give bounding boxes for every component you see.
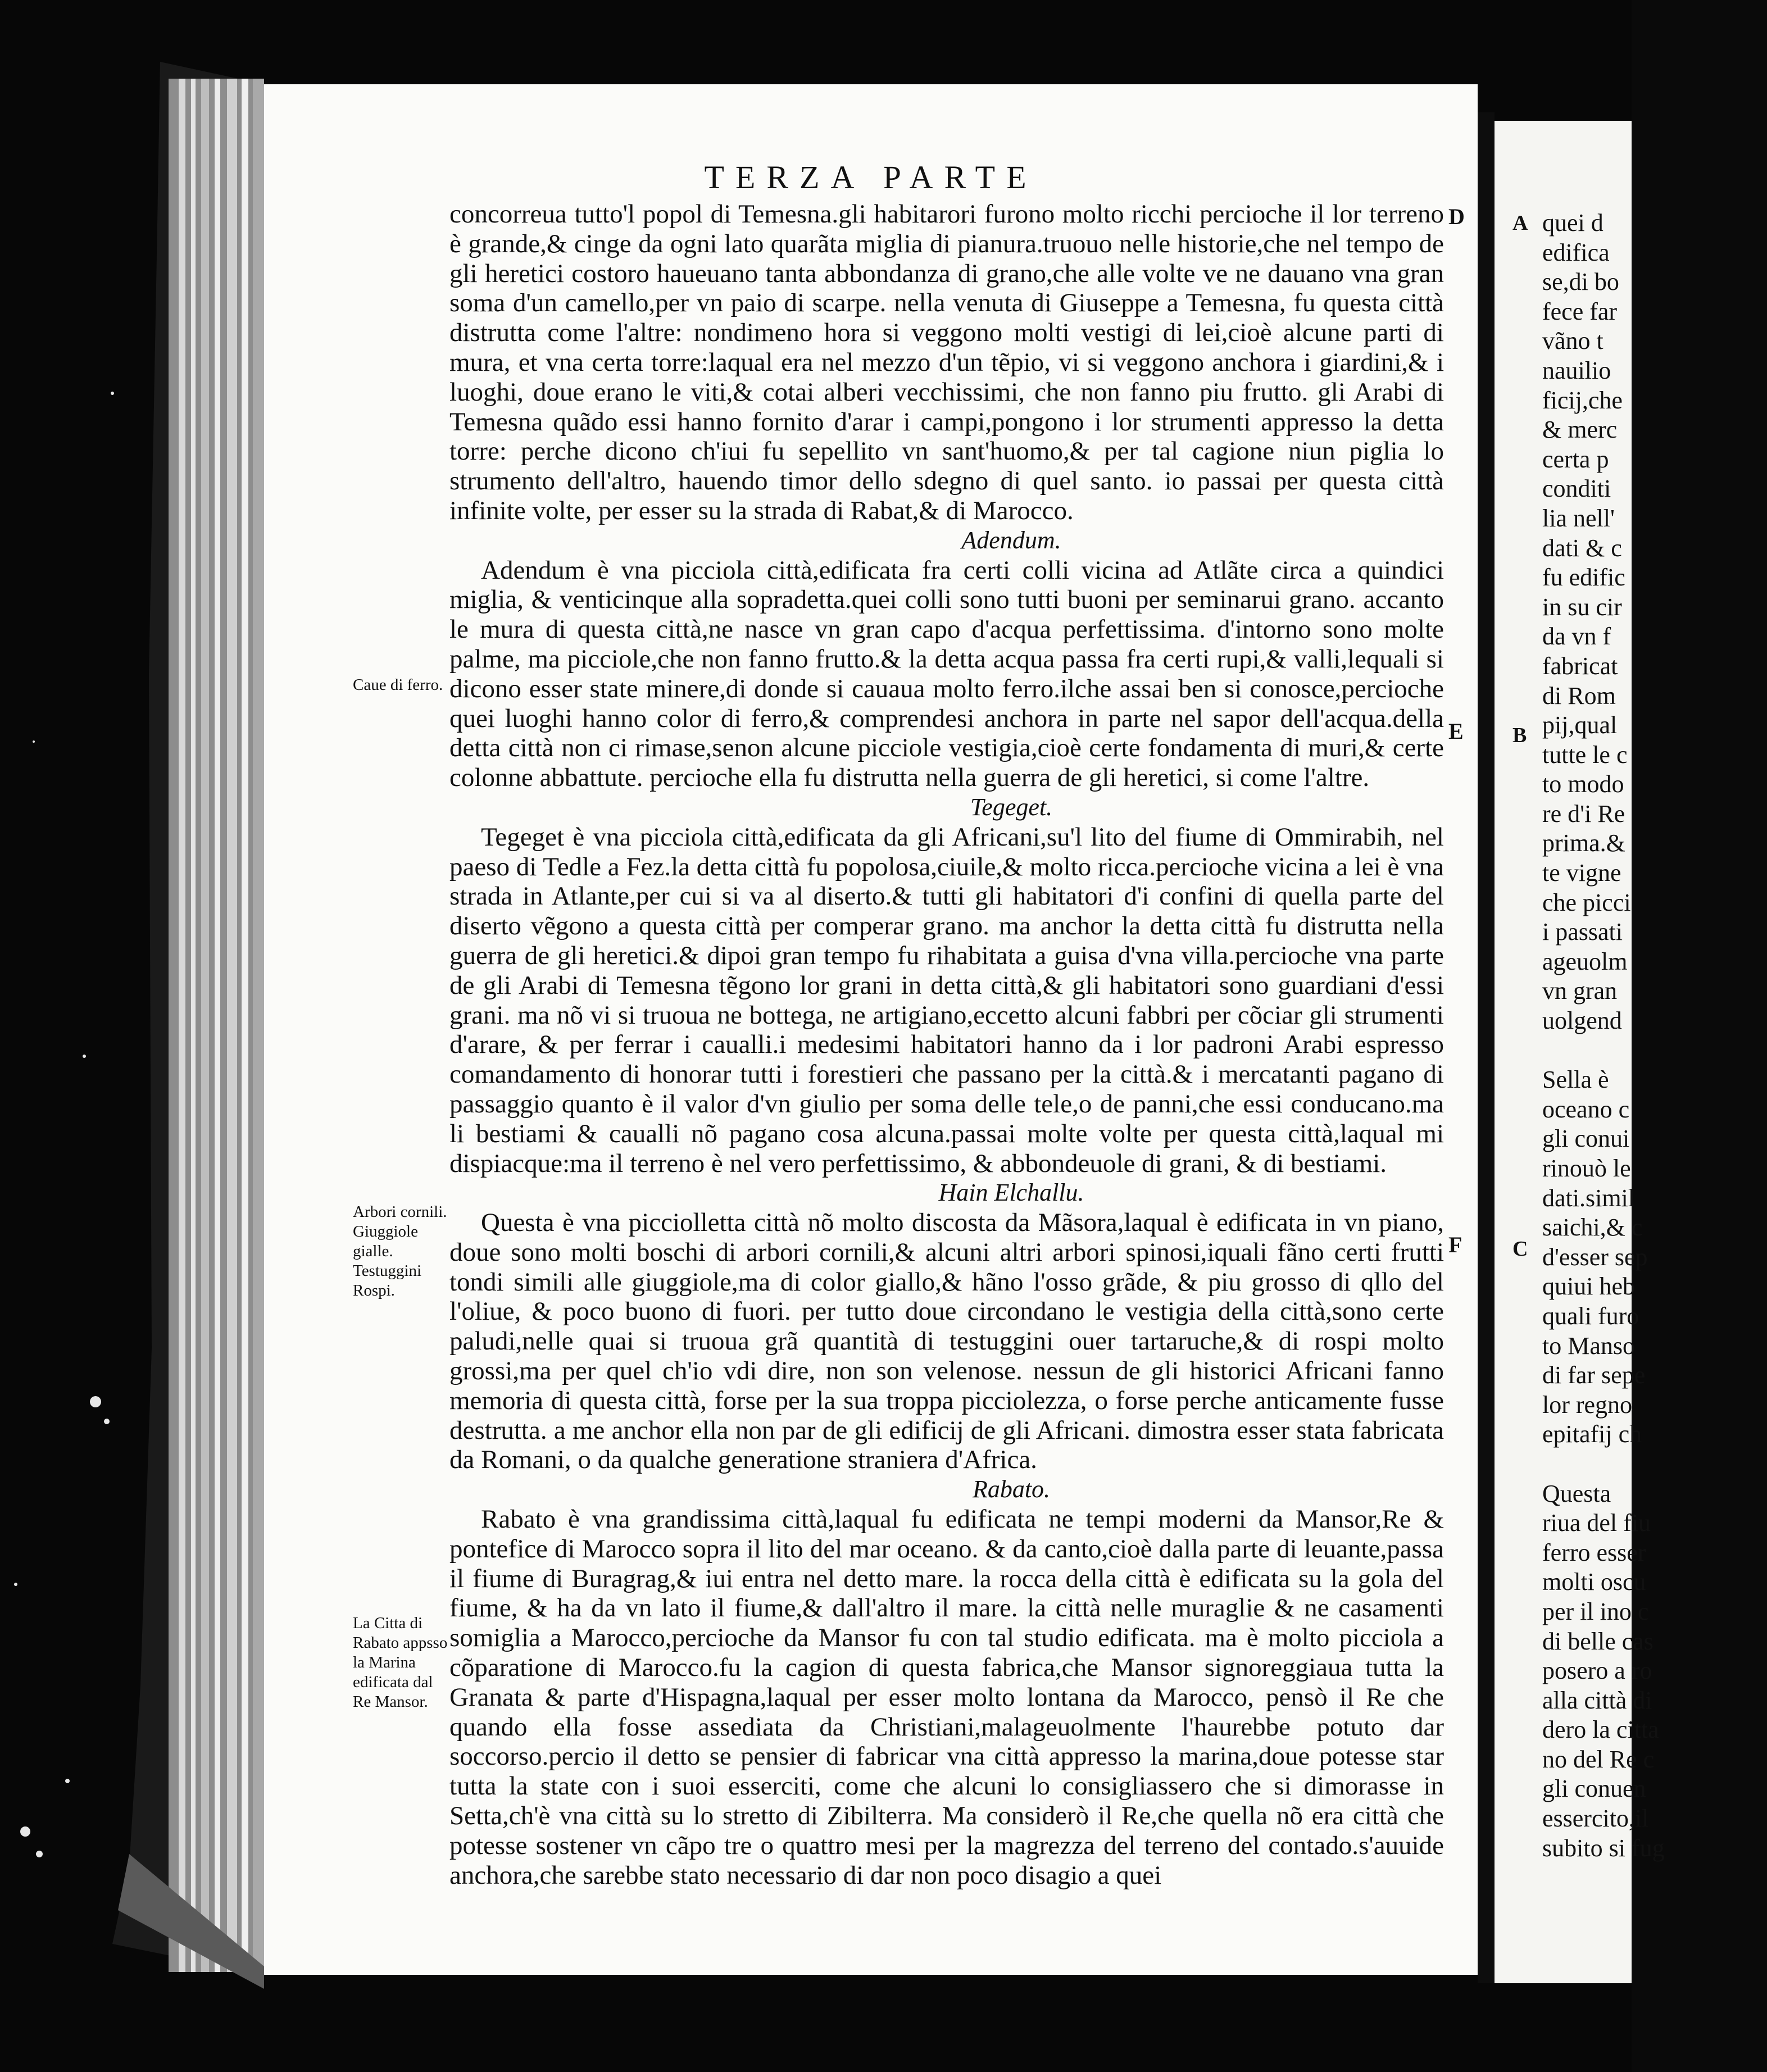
facing-page-line: nauilio [1542, 356, 1611, 384]
facing-page-line: oceano c [1542, 1095, 1630, 1123]
facing-page-line: Sella è [1542, 1066, 1609, 1094]
facing-page-line: fabricat [1542, 652, 1618, 680]
facing-page-line: gli conuen [1542, 1775, 1646, 1803]
facing-page-line: dero la citta [1542, 1716, 1659, 1744]
facing-page-line: da vn f [1542, 622, 1611, 651]
facing-page-line: in su cir [1542, 593, 1622, 621]
facing-page-line: te vigne [1542, 859, 1621, 887]
facing-page-line: quali furo [1542, 1302, 1639, 1330]
facing-page-line: edifica [1542, 238, 1610, 266]
facing-page-line: tutte le c [1542, 740, 1628, 769]
paragraph-temesna-end: concorreua tutto'l popol di Temesna.gli habitarori furono molto ricchi percioche il lor terreno è grande,& cinge da ogni lato quarãta miglia di pianura.truouo nelle historie,che nel tempo de gli heretici costoro haueuano tanta abbondanza di grano,che alle volte ve ne dauano vna gran soma d'un camello,per vn paio di scarpe. nella venuta di Giuseppe a Temesna, fu questa città distrutta come l'altre: nondimeno hora si veggono molti vestigi di lei,cioè alcune parti di mura, et vna certa torre:laqual era nel mezzo d'un tẽpio, vi si veggono anchora i giardini,& i luoghi, doue erano le viti,& cotai alberi vecchissimi, che non fanno piu frutto. gli Arabi di Temesna quãdo essi hanno fornito d'arar i campi,pongono i lor strumenti appresso la detta torre: perche dicono ch'iui fu sepellito vn sant'huomo,& per tal cagione niun piglia lo strumento dell'altro, hauendo timor dello sdegno di quel santo. io passai per questa città infinite volte, per esser su la strada di Rabat,& di Marocco. [449, 199, 1444, 525]
facing-page-line: gli conui [1542, 1125, 1630, 1153]
margin-note-citta-di-rabato: La Citta di Rabato appsso la Marina edificata dal Re Mansor. [353, 1614, 448, 1711]
facing-page-line: di Rom [1542, 681, 1616, 710]
facing-page-line: d'esser sep [1542, 1243, 1648, 1271]
facing-page-line: uolgend [1542, 1007, 1622, 1035]
facing-page-line: ferro esser [1542, 1538, 1646, 1566]
facing-page-line: & merc [1542, 416, 1618, 444]
facing-page-line: to modo [1542, 770, 1624, 798]
facing-section-letter-a: A [1512, 211, 1528, 235]
facing-page-line: conditi [1542, 475, 1611, 503]
facing-page-line: pij,qual [1542, 711, 1618, 739]
paragraph-hain-elchallu: Questa è vna picciolletta città nõ molto discosta da Mãsora,laqual è edificata in vn piano, doue sono molti boschi di arbori cornili,& alcuni altri arbori spinosi,iquali fãno certi frutti tondi simili alle giuggiole,ma di color giallo,& hãno l'osso grãde, & piu grosso di qllo del l'oliue, & poco buono di fuori. per tutto doue circondano le vestigia della città,sono certe paludi,nelle quai si truoua grã quantità di testuggini ouer tartaruche,& di rospi molto grossi,ma per quel ch'io vdi dire, non son velenose. nessun de gli historici Africani fanno memoria di questa città, forse per la sua troppa picciolezza, o forse perche anticamente fusse destrutta. a me anchor ella non par de gli edificij de gli Africani. dimostra esser stata fabricata da Romani, o da qualche generatione straniera d'Africa. [449, 1208, 1444, 1475]
facing-page-line: molti oscu [1542, 1568, 1646, 1596]
margin-note-caue-di-ferro: Caue di ferro. [353, 676, 443, 694]
paragraph-rabato: Rabato è vna grandissima città,laqual fu edificata ne tempi moderni da Mansor,Re & pontefice di Marocco sopra il lito del mar oceano. & da canto,cioè dalla parte di leuante,passa il fiume di Buragrag,& iui entra nel detto mare. la rocca della città è edificata su la gola del fiume, & ha da vn lato il fiume,& dall'altro il mare. la città nelle muraglie & ne casamenti somiglia a Marocco,percioche da Mansor fu con tal studio edificata. ma è molto picciola a cõparatione di Marocco.fu la cagion di questa fabrica,che Mansor signoreggiaua tutta la Granata & parte d'Hispagna,laqual per esser molto lontana da Marocco, pensò il Re che quando ella fosse assediata da Christiani,malageuolmente l'haurebbe potuto dar soccorso.percio il detto se pensier di fabricar vna città appresso la marina,doue potesse star tutta la state con i suoi esserciti, come che alcuni lo consigliassero che si dimorasse in Setta,ch'è vna città su lo stretto di Zibilterra. Ma considerò il Re,che quella nõ era città che potesse sostener vn cãpo tre o quattro mesi per la magrezza del terreno del contado.s'auuide anchora,che sarebbe stato necessario di dar non poco disagio a quei [449, 1505, 1444, 1890]
margin-note-arbori-cornili: Arbori cornili. Giuggiole gialle. Testuggini Rospi. [353, 1203, 447, 1299]
facing-book-page [1495, 121, 1665, 1983]
facing-page-line: quei d [1542, 209, 1604, 237]
facing-page-line: lor regno [1542, 1391, 1633, 1419]
facing-page-line: certa p [1542, 445, 1609, 473]
heading-adendum: Adendum. [961, 526, 1061, 554]
facing-page-line: se,di bo [1542, 268, 1619, 296]
heading-hain-elchallu: Hain Elchallu. [938, 1179, 1084, 1207]
facing-page-line: per il ino c [1542, 1597, 1649, 1625]
section-letter-e: E [1448, 719, 1464, 744]
paragraph-tegeget: Tegeget è vna picciola città,edificata da gli Africani,su'l lito del fiume di Ommirabih, nel paeso di Tedle a Fez.la detta città fu popolosa,ciuile,& molto ricca.percioche vicina a lei è vna strada in Atlante,per cui si va al diserto.& tutti gli habitatori d'i confini di quella parte del diserto vẽgono a questa città per comperar grano. ma anchor la detta città fu distrutta nella guerra de gli heretici.& dipoi gran tempo fu rihabitata a guisa d'vna villa.percioche vna parte de gli Arabi di Temesna tẽgono lor grani in detta città,& gli habitatori sono guardiani d'essi grani. ma nõ vi si truoua ne bottega, ne artigiano,eccetto alcuni fabbri per cõciar gli strumenti d'arare, & per ferrar i caualli.i medesimi habitatori hanno da i lor padroni Arabi espresso comandamento di honorar tutti i forestieri che passano per la città.& i mercatanti pagano di passaggio quanto è il valor d'vn giulio per soma delle tele,o de panni,che essi conducano.ma li bestiami & caualli nõ pagano cosa alcuna.passai molte volte per questa città,laqual mi dispiacque:ma il terreno è nel vero perfettissimo, & abbondeuole di grani, & di bestiami. [449, 822, 1444, 1178]
facing-page-line: alla città di [1542, 1686, 1652, 1714]
facing-page-line: che picci [1542, 888, 1631, 916]
facing-page-line: essercito,il [1542, 1805, 1649, 1833]
facing-page-line: prima.& [1542, 829, 1625, 857]
section-letter-f: F [1448, 1232, 1462, 1257]
facing-page-line: no del Re c [1542, 1745, 1655, 1773]
heading-tegeget: Tegeget. [970, 793, 1053, 821]
facing-page-line: riua del fiu [1542, 1509, 1651, 1537]
facing-page-text [1542, 208, 1767, 1863]
running-header: TERZA PARTE [704, 159, 1038, 196]
facing-page-line: ageuolm [1542, 947, 1628, 975]
paragraph-adendum: Adendum è vna picciola città,edificata fra certi colli vicina ad Atlãte circa a quindici miglia, & venticinque alla sopradetta.quei colli sono tutti buoni per seminarui grano. accanto le mura di questa città,ne nasce vn gran capo d'acqua perfettissima. d'intorno sono molte palme, ma picciole,che non fanno frutto.& la detta acqua passa fra certi rupi,& valli,lequali si dicono esser state minere,di donde si cauaua molto ferro.ilche assai ben si conosce,percioche quei luoghi hanno color di ferro,& comprendesi anchora in parte nel sapor dell'acqua.della detta città non ci rimase,senon alcune picciole vestigia,cioè certe fondamenta di muri,& certe colonne abbattute. percioche ella fu distrutta nella guerra de gli heretici, si come l'altre. [449, 555, 1444, 793]
facing-page-line: posero a ro [1542, 1657, 1652, 1685]
facing-page-line: fece far [1542, 297, 1618, 325]
facing-page-line: saichi,& c [1542, 1214, 1643, 1242]
facing-page-line: ficij,che [1542, 386, 1623, 414]
facing-page-line: di far sepe [1542, 1361, 1646, 1389]
facing-page-line: fu edific [1542, 564, 1625, 592]
facing-page-line: subito si fug [1542, 1834, 1665, 1862]
main-text-column [449, 199, 1444, 1890]
facing-page-line: lia nell' [1542, 504, 1615, 532]
facing-page-line: re d'i Re [1542, 799, 1625, 828]
facing-page-line: vãno t [1542, 327, 1604, 355]
facing-page-line: epitafij ch [1542, 1420, 1642, 1448]
facing-page-line: di belle cas [1542, 1627, 1654, 1655]
facing-page-line: dati.simil [1542, 1184, 1635, 1212]
facing-page-line: Questa [1542, 1479, 1611, 1507]
facing-page-line [1542, 1450, 1767, 1479]
facing-page-line: dati & c [1542, 534, 1622, 562]
facing-page-line: rinouò le [1542, 1155, 1631, 1182]
section-letter-d: D [1448, 204, 1465, 229]
facing-page-line: vn gran [1542, 977, 1618, 1005]
heading-rabato: Rabato. [972, 1475, 1051, 1503]
facing-page-line: to Manso [1542, 1332, 1635, 1360]
facing-section-letter-b: B [1512, 724, 1527, 747]
facing-page-line [1542, 1036, 1767, 1066]
facing-section-letter-c: C [1512, 1237, 1528, 1261]
facing-page-line: quiui heb [1542, 1273, 1635, 1301]
facing-page-line: i passati [1542, 918, 1623, 946]
